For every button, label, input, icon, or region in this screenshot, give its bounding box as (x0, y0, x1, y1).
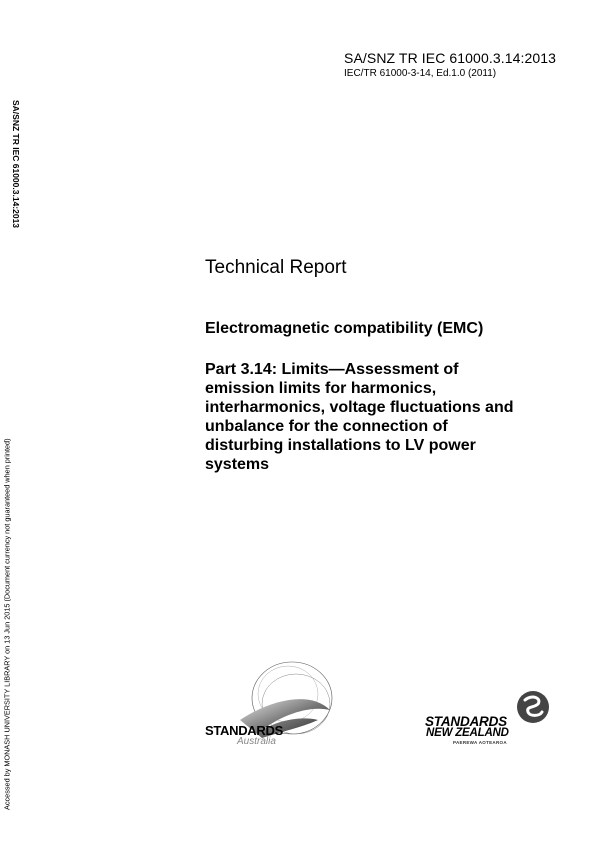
standards-australia-word: STANDARDS (205, 723, 283, 738)
part-title-line: systems (205, 456, 270, 473)
report-type: Technical Report (205, 257, 347, 278)
access-notice-text: Accessed by MONASH UNIVERSITY LIBRARY on 13 Jun 2015 (Document currency not guaranteed when printed) (2, 438, 12, 810)
standards-australia-logo (200, 660, 340, 760)
standard-number: SA/SNZ TR IEC 61000.3.14:2013 (344, 50, 556, 66)
side-standard-label (9, 100, 23, 260)
standards-nz-line3: PAEREWA AOTEAROA (453, 740, 507, 745)
side-standard-text: SA/SNZ TR IEC 61000.3.14:2013 (11, 100, 21, 229)
part-title-line: interharmonics, voltage fluctuations and (205, 399, 514, 416)
standards-nz-line2: NEW ZEALAND (426, 727, 509, 739)
document-identifier (344, 50, 556, 79)
part-title-line: emission limits for harmonics, (205, 380, 437, 397)
iec-reference: IEC/TR 61000-3-14, Ed.1.0 (2011) (344, 68, 497, 79)
part-title-line: Part 3.14: Limits—Assessment of (205, 361, 459, 378)
part-title-line: unbalance for the connection of (205, 418, 448, 435)
part-title (205, 360, 565, 474)
standards-new-zealand-logo (420, 690, 560, 750)
standards-australia-sub: Australia (237, 736, 276, 747)
side-access-notice (0, 370, 14, 810)
document-title: Electromagnetic compatibility (EMC) (205, 320, 484, 337)
standards-nz-line1: STANDARDS (425, 714, 507, 729)
part-title-line: disturbing installations to LV power (205, 437, 476, 454)
